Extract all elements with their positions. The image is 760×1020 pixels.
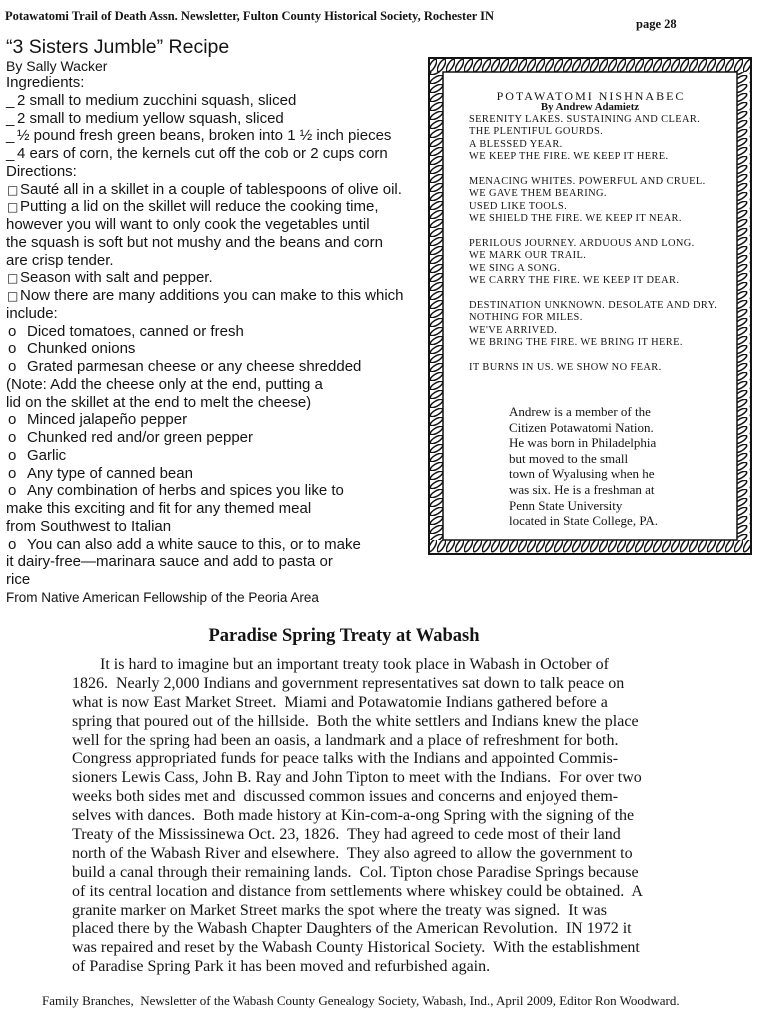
recipe-line-text: Putting a lid on the skillet will reduce the cooking time, <box>20 198 379 216</box>
rope-border-left <box>430 72 443 540</box>
recipe-line <box>6 163 422 181</box>
bio-line: but moved to the small <box>509 450 629 466</box>
recipe-line <box>6 571 422 589</box>
recipe-line <box>6 411 422 429</box>
recipe-line <box>6 305 422 323</box>
rope-border-top <box>430 59 750 72</box>
recipe-line-text: Any type of canned bean <box>27 464 193 482</box>
poem-line: THE PLENTIFUL GOURDS. <box>469 126 604 138</box>
bullet-marker: o <box>8 411 17 429</box>
recipe-line <box>6 198 422 216</box>
bullet-marker: o <box>8 322 17 340</box>
poem-line: WE MARK OUR TRAIL. <box>469 250 587 262</box>
recipe-line <box>6 74 422 92</box>
article-line: of its central location and distance from settlements where whiskey could be obtained. A <box>72 882 643 900</box>
recipe-line-text: Sauté all in a skillet in a couple of tablespoons of olive oil. <box>20 180 402 198</box>
recipe-line-text: rice <box>6 571 31 588</box>
poem-line: MENACING WHITES. POWERFUL AND CRUEL. <box>469 175 706 187</box>
poem-line: PERILOUS JOURNEY. ARDUOUS AND LONG. <box>469 237 695 249</box>
poem-stanza <box>469 300 717 349</box>
bio-line: Andrew is a member of the <box>509 404 651 419</box>
recipe-lines <box>6 74 422 589</box>
recipe-line <box>6 287 422 305</box>
recipe-line <box>6 429 422 447</box>
article-line: It is hard to imagine but an important treaty took place in Wabash in October of <box>100 656 609 673</box>
bullet-marker: o <box>8 535 17 553</box>
recipe-line-text: 4 ears of corn, the kernels cut off the cob or 2 cups corn <box>17 145 388 162</box>
bio-line: town of Wyalusing when he <box>509 466 655 482</box>
recipe-line-text: (Note: Add the cheese only at the end, putting a <box>6 375 323 393</box>
recipe-line-text: are crisp tender. <box>6 251 114 269</box>
bio-line: Penn State University <box>509 497 623 513</box>
poem-line: USED LIKE TOOLS. <box>469 200 568 212</box>
poem-box <box>428 57 752 555</box>
recipe-line-text: Garlic <box>27 446 67 464</box>
recipe-section <box>6 36 422 607</box>
recipe-line-text: 2 small to medium zucchini squash, sliced <box>17 91 297 109</box>
bullet-marker: o <box>8 464 17 482</box>
recipe-line-text: Chunked onions <box>27 340 136 358</box>
poem-line: WE SING A SONG. <box>469 262 561 274</box>
square-bullet-icon: □ <box>7 271 19 286</box>
article-line: was repaired and reset by the Wabash County Historical Society. With the establishment <box>72 939 640 957</box>
square-bullet-icon: □ <box>7 200 19 215</box>
recipe-line <box>6 500 422 518</box>
poem-title: POTAWATOMI NISHNABEC <box>496 89 686 103</box>
recipe-line-text: 2 small to medium yellow squash, sliced <box>17 109 284 127</box>
recipe-line <box>6 553 422 571</box>
bullet-marker: _ <box>6 127 15 145</box>
article-line: what is now East Market Street. Miami and Potawatomie Indians gathered before a <box>72 693 608 711</box>
article-line: spring that poured out of the hillside. Both the white settlers and Indians knew the place <box>72 712 639 730</box>
poem-stanza <box>469 238 717 287</box>
recipe-title: “3 Sisters Jumble” Recipe <box>6 36 230 58</box>
article-line: weeks both sides met and discussed common issues and concerns and enjoyed them- <box>72 788 619 806</box>
poem-line: SERENITY LAKES. SUSTAINING AND CLEAR. <box>469 114 701 125</box>
recipe-line <box>6 234 422 252</box>
poem-line: NOTHING FOR MILES. <box>469 312 583 324</box>
page-footer: Family Branches, Newsletter of the Wabash County Genealogy Society, Wabash, Ind., April 2009, Editor Ron Woodward. <box>42 993 680 1008</box>
recipe-line <box>6 482 422 500</box>
square-bullet-icon: □ <box>7 289 19 303</box>
poem-line: WE'VE ARRIVED. <box>469 324 558 336</box>
article-line: Treaty of the Mississinewa Oct. 23, 1826. They had agreed to cede most of their land <box>72 826 621 844</box>
poem-line: A BLESSED YEAR. <box>469 138 563 150</box>
recipe-line <box>6 518 422 536</box>
bullet-marker: _ <box>6 109 15 127</box>
recipe-line <box>6 92 422 110</box>
poem-line: WE KEEP THE FIRE. WE KEEP IT HERE. <box>469 150 669 162</box>
article-line: granite marker on Market Street marks the spot where the treaty was signed. It was <box>72 901 607 919</box>
recipe-line-text: Chunked red and/or green pepper <box>27 429 253 446</box>
recipe-line <box>6 465 422 483</box>
rope-border-right <box>737 72 750 540</box>
poem-line: DESTINATION UNKNOWN. DESOLATE AND DRY. <box>469 299 718 311</box>
bio-line: He was born in Philadelphia <box>509 435 657 451</box>
newsletter-header-title: Potawatomi Trail of Death Assn. Newsletter, Fulton County Historical Society, Rochester IN <box>5 9 495 23</box>
bio-line: was six. He is a freshman at <box>509 481 655 497</box>
article-line: Congress appropriated funds for peace talks with the Indians and appointed Commis- <box>72 750 619 768</box>
recipe-line <box>6 323 422 341</box>
recipe-source: From Native American Fellowship of the Peoria Area <box>6 589 319 605</box>
recipe-line-text: Grated parmesan cheese or any cheese shredded <box>27 358 362 375</box>
bullet-marker: o <box>8 340 17 358</box>
article-line: build a canal through their remaining lands. Col. Tipton chose Paradise Springs because <box>72 863 639 881</box>
recipe-line-text: Minced jalapeño pepper <box>27 411 188 429</box>
poem-line: WE CARRY THE FIRE. WE KEEP IT DEAR. <box>469 274 680 286</box>
recipe-line-text: ½ pound fresh green beans, broken into 1 ½ inch pieces <box>17 127 392 145</box>
article-line: well for the spring had been an oasis, a landmark and a place of refreshment for both. <box>72 731 619 749</box>
article-line: selves with dances. Both made history at Kin-com-a-ong Spring with the signing of the <box>72 807 635 825</box>
article-title: Paradise Spring Treaty at Wabash <box>208 626 480 646</box>
recipe-line <box>6 145 422 163</box>
bullet-marker: o <box>8 482 17 500</box>
bio-line: located in State College, PA. <box>509 513 658 529</box>
recipe-byline: By Sally Wacker <box>6 58 108 74</box>
rope-border-bottom <box>430 540 750 553</box>
poem-line: IT BURNS IN US. WE SHOW NO FEAR. <box>469 361 662 373</box>
recipe-line-text: You can also add a white sauce to this, or to make <box>27 535 361 553</box>
recipe-line-text: Any combination of herbs and spices you like to <box>27 482 344 500</box>
recipe-line <box>6 376 422 394</box>
bullet-marker: _ <box>6 145 15 162</box>
author-bio <box>509 404 658 529</box>
bullet-marker: _ <box>6 91 15 109</box>
page-number: page 28 <box>636 17 677 31</box>
article-line: placed there by the Wabash Chapter Daughters of the American Revolution. IN 1972 it <box>72 920 632 938</box>
poem-line: WE SHIELD THE FIRE. WE KEEP IT NEAR. <box>469 212 682 224</box>
square-bullet-icon: □ <box>7 182 19 197</box>
recipe-line <box>6 358 422 376</box>
recipe-line <box>6 216 422 234</box>
recipe-line-text: include: <box>6 304 58 322</box>
article-line: of Paradise Spring Park it has been moved and refurbished again. <box>72 958 491 976</box>
bio-line: Citizen Potawatomi Nation. <box>509 419 654 435</box>
article-line: north of the Wabash River and elsewhere. They also agreed to allow the government to <box>72 844 633 862</box>
recipe-line-text: make this exciting and fit for any themed meal <box>6 500 312 517</box>
poem-line: WE BRING THE FIRE. WE BRING IT HERE. <box>469 336 683 348</box>
recipe-line <box>6 110 422 128</box>
recipe-line-text: Diced tomatoes, canned or fresh <box>27 322 244 340</box>
recipe-line-text: however you will want to only cook the vegetables until <box>6 216 370 233</box>
article-line: sioners Lewis Cass, John B. Ray and John Tipton to meet with the Indians. For over two <box>72 769 642 787</box>
recipe-line-text: from Southwest to Italian <box>6 517 172 535</box>
recipe-line-text: it dairy-free—marinara sauce and add to pasta or <box>6 553 333 571</box>
recipe-line <box>6 127 422 145</box>
recipe-line-text: lid on the skillet at the end to melt the cheese) <box>6 393 312 411</box>
bullet-marker: o <box>8 358 17 375</box>
recipe-line <box>6 536 422 554</box>
recipe-line <box>6 447 422 465</box>
poem-body <box>469 114 717 387</box>
recipe-line <box>6 181 422 199</box>
article-body <box>72 656 643 977</box>
recipe-line-text: Season with salt and pepper. <box>20 269 213 287</box>
poem-stanza <box>469 362 717 374</box>
article-line: 1826. Nearly 2,000 Indians and government representatives sat down to talk peace on <box>72 674 625 692</box>
recipe-line-text: Ingredients: <box>6 74 85 91</box>
poem-stanza <box>469 176 717 225</box>
bullet-marker: o <box>8 429 17 446</box>
recipe-line-text: Directions: <box>6 162 77 180</box>
recipe-line <box>6 252 422 270</box>
recipe-line <box>6 340 422 358</box>
poem-stanza <box>469 114 717 163</box>
poem-line: WE GAVE THEM BEARING. <box>469 188 607 200</box>
bullet-marker: o <box>8 446 17 464</box>
poem-byline: By Andrew Adamietz <box>540 101 640 113</box>
recipe-line-text: Now there are many additions you can make to this which <box>20 287 404 304</box>
recipe-line <box>6 269 422 287</box>
recipe-line <box>6 394 422 412</box>
recipe-line-text: the squash is soft but not mushy and the beans and corn <box>6 233 383 251</box>
